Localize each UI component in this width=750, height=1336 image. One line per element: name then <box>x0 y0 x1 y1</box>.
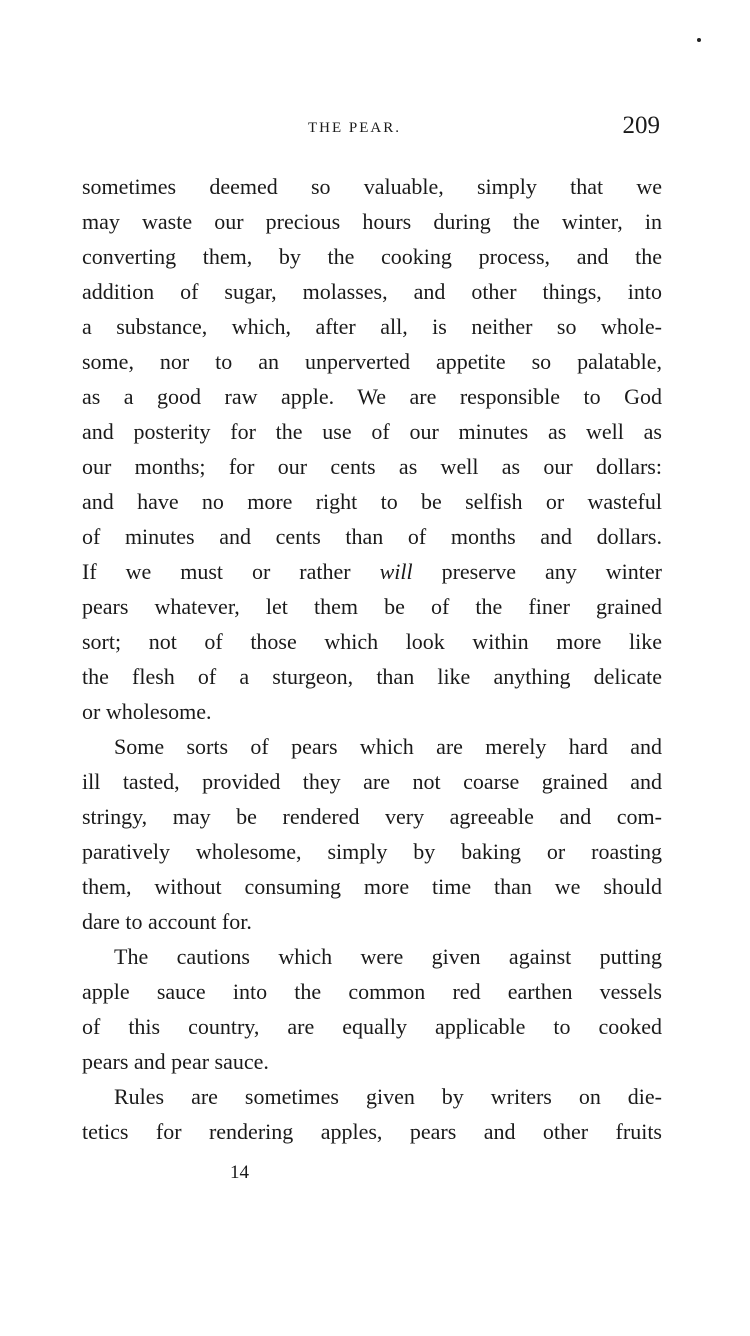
text-line: them, without consuming more time than we should <box>82 874 662 899</box>
ink-speck <box>697 38 701 42</box>
text-segment: If we must or rather <box>82 559 380 584</box>
text-line: and posterity for the use of our minutes as well as <box>82 419 662 444</box>
paragraph-end-line: pears and pear sauce. <box>82 1049 269 1074</box>
text-line: our months; for our cents as well as our dollars: <box>82 454 662 479</box>
text-line: sometimes deemed so valuable, simply that we <box>82 174 662 199</box>
text-line: tetics for rendering apples, pears and other fruits <box>82 1119 662 1144</box>
text-line: stringy, may be rendered very agreeable and com- <box>82 804 662 829</box>
text-line: as a good raw apple. We are responsible to God <box>82 384 662 409</box>
text-segment: preserve any winter <box>412 559 662 584</box>
paragraph-start-line: Some sorts of pears which are merely hard and <box>114 734 662 759</box>
text-line: some, nor to an unperverted appetite so palatable, <box>82 349 662 374</box>
text-line: sort; not of those which look within more like <box>82 629 662 654</box>
text-line: ill tasted, provided they are not coarse grained and <box>82 769 662 794</box>
text-line: may waste our precious hours during the winter, in <box>82 209 662 234</box>
text-line: a substance, which, after all, is neither so whole- <box>82 314 662 339</box>
text-line: converting them, by the cooking process, and the <box>82 244 662 269</box>
paragraph-start-line: Rules are sometimes given by writers on die- <box>114 1084 662 1109</box>
emphasized-word: will <box>379 559 413 584</box>
text-line: addition of sugar, molasses, and other things, into <box>82 279 662 304</box>
text-line: of this country, are equally applicable to cooked <box>82 1014 662 1039</box>
text-line: of minutes and cents than of months and dollars. <box>82 524 662 549</box>
paragraph-end-line: dare to account for. <box>82 909 252 934</box>
running-head: THE PEAR. <box>308 120 401 136</box>
paragraph-end-line: or wholesome. <box>82 699 212 724</box>
text-line: pears whatever, let them be of the finer grained <box>82 594 662 619</box>
page-number: 209 <box>622 112 660 139</box>
text-line: the flesh of a sturgeon, than like anything delicate <box>82 664 662 689</box>
text-line: paratively wholesome, simply by baking or roasting <box>82 839 662 864</box>
signature-mark: 14 <box>230 1162 249 1183</box>
paragraph-start-line: The cautions which were given against putting <box>114 944 662 969</box>
body-text <box>82 169 662 1149</box>
text-line: apple sauce into the common red earthen vessels <box>82 979 662 1004</box>
page-header <box>82 112 662 152</box>
text-line-with-emphasis <box>82 554 662 589</box>
text-line: and have no more right to be selfish or wasteful <box>82 489 662 514</box>
